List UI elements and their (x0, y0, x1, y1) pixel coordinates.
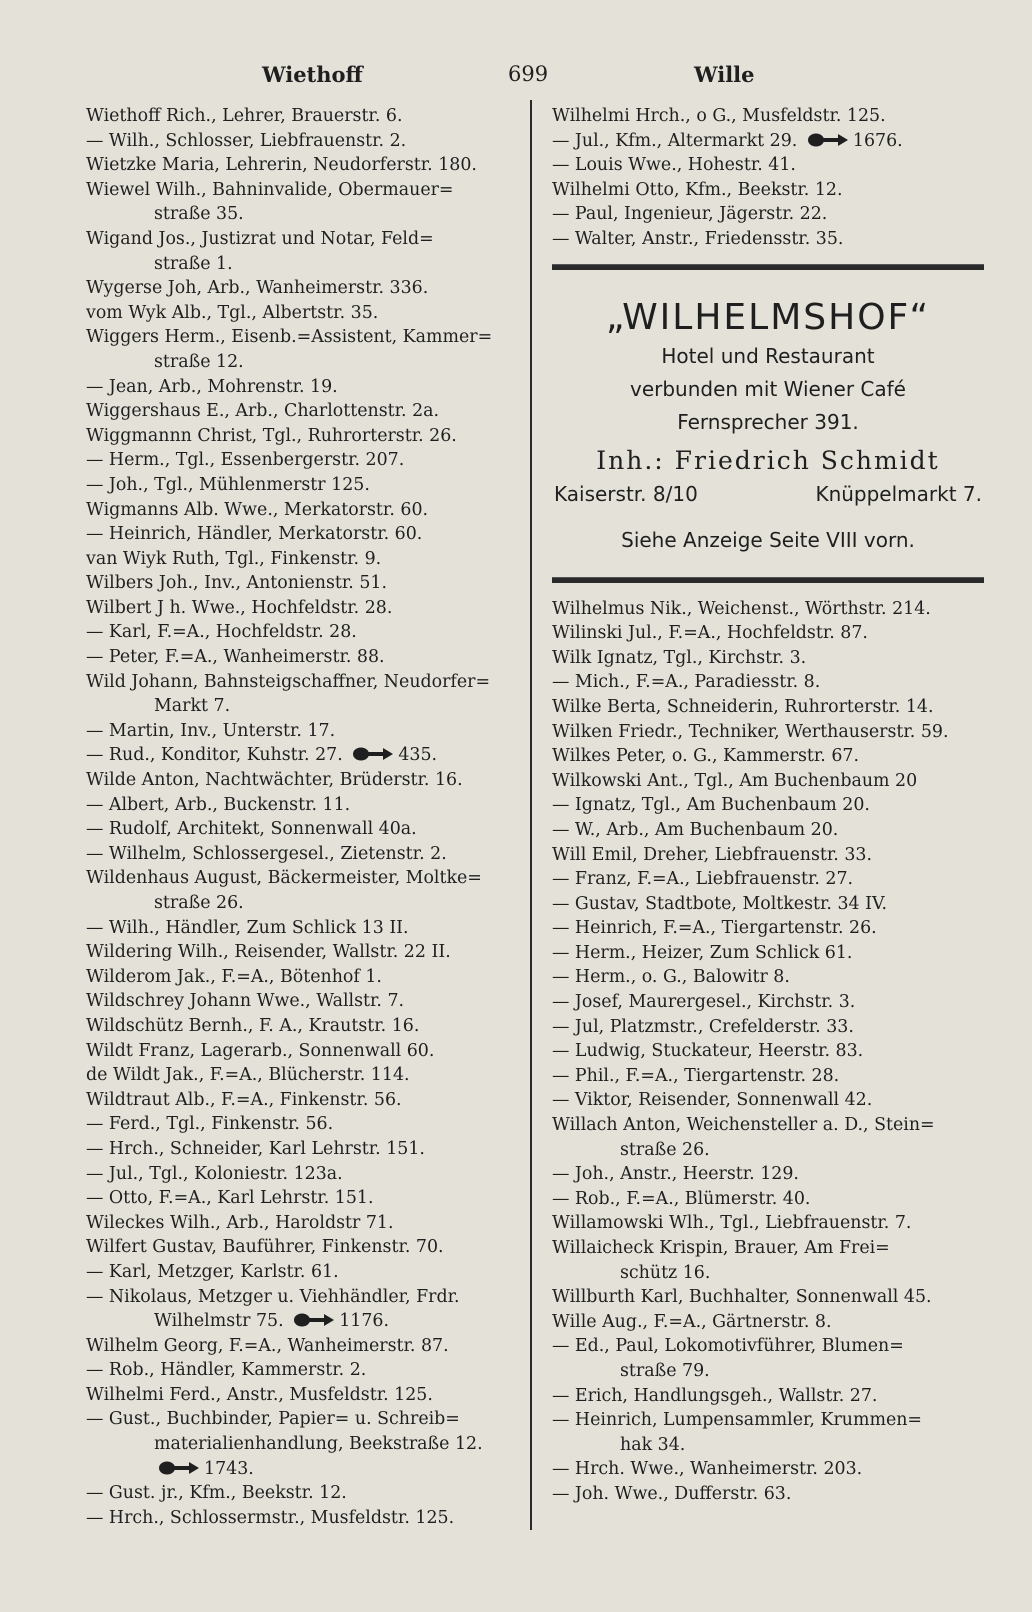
entry-text: Wilken Friedr., Techniker, Werthauserstr. 59. (552, 721, 949, 742)
entry-text: straße 12. (154, 351, 244, 372)
directory-entry (86, 1432, 518, 1457)
directory-entry (552, 941, 984, 966)
directory-entry (86, 1186, 518, 1211)
directory-entry (86, 645, 518, 670)
entry-text: Willach Anton, Weichensteller a. D., Stein= (552, 1115, 935, 1136)
directory-entry (552, 818, 984, 843)
directory-entry (552, 1138, 984, 1163)
telephone-icon (291, 1311, 337, 1329)
directory-entry (86, 522, 518, 547)
entry-text: — Herm., Tgl., Essenbergerstr. 207. (86, 450, 405, 471)
entry-text: — Joh., Tgl., Mühlenmerstr 125. (86, 474, 370, 495)
entry-text: hak 34. (620, 1434, 686, 1455)
entry-text: Wilinski Jul., F.=A., Hochfeldstr. 87. (552, 623, 868, 644)
advertisement (552, 264, 984, 583)
directory-entry (86, 768, 518, 793)
directory-entry (86, 498, 518, 523)
entry-text: — Peter, F.=A., Wanheimerstr. 88. (86, 647, 385, 668)
directory-entry (86, 448, 518, 473)
directory-entry (552, 769, 984, 794)
directory-entry (86, 571, 518, 596)
entry-text: Wilk Ignatz, Tgl., Kirchstr. 3. (552, 647, 807, 668)
directory-entry (86, 473, 518, 498)
entry-text: — Ed., Paul, Lokomotivführer, Blumen= (552, 1336, 904, 1357)
entry-text: Wilke Berta, Schneiderin, Ruhrorterstr. 14. (552, 696, 934, 717)
entry-text: Wilde Anton, Nachtwächter, Brüderstr. 16. (86, 770, 463, 791)
directory-entry (86, 1137, 518, 1162)
entry-text: — W., Arb., Am Buchenbaum 20. (552, 819, 839, 840)
page-number: 699 (508, 62, 549, 86)
directory-entry (86, 596, 518, 621)
entry-text: Wileckes Wilh., Arb., Haroldstr 71. (86, 1212, 394, 1233)
directory-entry (86, 1014, 518, 1039)
directory-entry (552, 129, 984, 154)
directory-entry (552, 202, 984, 227)
entry-text: Wilhelmi Otto, Kfm., Beekstr. 12. (552, 179, 843, 200)
entry-text: Wildenhaus August, Bäckermeister, Moltke= (86, 868, 482, 889)
entry-text: Wilbert J h. Wwe., Hochfeldstr. 28. (86, 597, 393, 618)
entry-text: Wildering Wilh., Reisender, Wallstr. 22 II. (86, 942, 451, 963)
telephone-icon (156, 1459, 202, 1477)
entry-text: — Rob., F.=A., Blümerstr. 40. (552, 1188, 811, 1209)
entry-text: Wilhelmi Ferd., Anstr., Musfeldstr. 125. (86, 1384, 433, 1405)
entry-text: — Martin, Inv., Unterstr. 17. (86, 720, 336, 741)
directory-entry (86, 547, 518, 572)
ad-business-name: „WILHELMSHOF“ (605, 296, 931, 338)
directory-entry (552, 1236, 984, 1261)
directory-entry (552, 1162, 984, 1187)
entry-text: Will Emil, Dreher, Liebfrauenstr. 33. (552, 844, 873, 865)
entry-text: Markt 7. (154, 696, 231, 717)
directory-entry (86, 325, 518, 350)
entry-text: Wilkes Peter, o. G., Kammerstr. 67. (552, 746, 859, 767)
directory-entry (86, 842, 518, 867)
entry-text: — Hrch. Wwe., Wanheimerstr. 203. (552, 1459, 863, 1480)
directory-entry (552, 621, 984, 646)
entry-text: — Jul., Tgl., Koloniestr. 123a. (86, 1163, 343, 1184)
directory-entry (86, 1481, 518, 1506)
right-column (552, 104, 984, 1507)
entry-text: Wilkowski Ant., Tgl., Am Buchenbaum 20 (552, 770, 918, 791)
entry-text: Wiggmannn Christ, Tgl., Ruhrorterstr. 26. (86, 425, 457, 446)
directory-entry (86, 1211, 518, 1236)
directory-entry (552, 646, 984, 671)
entry-text: — Franz, F.=A., Liebfrauenstr. 27. (552, 869, 854, 890)
directory-entry (552, 793, 984, 818)
directory-entry (86, 104, 518, 129)
directory-entry (86, 1407, 518, 1432)
directory-entry (86, 129, 518, 154)
entry-text: Wilhelmus Nik., Weichenst., Wörthstr. 214. (552, 598, 931, 619)
directory-entry (552, 843, 984, 868)
ad-see-reference: Siehe Anzeige Seite VIII vorn. (621, 527, 915, 552)
directory-entry (86, 350, 518, 375)
directory-entry (86, 252, 518, 277)
directory-entry (552, 670, 984, 695)
entry-text: straße 35. (154, 204, 244, 225)
telephone-icon (350, 745, 396, 763)
phone-number: 435. (398, 745, 438, 766)
directory-entry (552, 1310, 984, 1335)
entry-text: — Heinrich, Händler, Merkatorstr. 60. (86, 524, 423, 545)
entry-text: Wiggers Herm., Eisenb.=Assistent, Kammer= (86, 327, 493, 348)
directory-entry (552, 965, 984, 990)
entry-text: — Louis Wwe., Hohestr. 41. (552, 155, 796, 176)
entry-text: Wilbers Joh., Inv., Antonienstr. 51. (86, 573, 388, 594)
directory-entry (86, 1285, 518, 1310)
directory-entry (552, 1334, 984, 1359)
entry-text: vom Wyk Alb., Tgl., Albertstr. 35. (86, 302, 379, 323)
entry-text: — Erich, Handlungsgeh., Wallstr. 27. (552, 1385, 878, 1406)
right-bottom-entries (552, 597, 984, 1507)
directory-entry (86, 227, 518, 252)
ad-address-right: Knüppelmarkt 7. (815, 481, 982, 506)
entry-text: straße 26. (154, 893, 244, 913)
entry-text: — Hrch., Schneider, Karl Lehrstr. 151. (86, 1138, 425, 1159)
entry-text: — Phil., F.=A., Tiergartenstr. 28. (552, 1065, 840, 1086)
directory-entry (552, 1408, 984, 1433)
directory-entry (86, 940, 518, 965)
directory-entry (86, 424, 518, 449)
directory-entry (552, 227, 984, 252)
directory-entry (86, 399, 518, 424)
entry-text: Wilfert Gustav, Bauführer, Finkenstr. 70. (86, 1237, 444, 1258)
entry-text: schütz 16. (620, 1262, 711, 1283)
directory-entry (86, 178, 518, 203)
entry-text: Wilhelmi Hrch., o G., Musfeldstr. 125. (552, 106, 886, 126)
directory-entry (552, 744, 984, 769)
entry-text: — Nikolaus, Metzger u. Viehhändler, Frdr. (86, 1286, 460, 1307)
directory-entry (552, 1384, 984, 1409)
entry-text: Wigand Jos., Justizrat und Notar, Feld= (86, 228, 434, 249)
entry-text: — Wilh., Händler, Zum Schlick 13 II. (86, 917, 409, 938)
entry-text: — Ludwig, Stuckateur, Heerstr. 83. (552, 1041, 864, 1062)
phone-number: 1676. (852, 130, 903, 151)
entry-text: Wilhelmstr 75. (154, 1311, 284, 1332)
entry-text: Wille Aug., F.=A., Gärtnerstr. 8. (552, 1311, 832, 1332)
ad-addresses (552, 479, 984, 509)
directory-entry (86, 202, 518, 227)
entry-text: — Gust., Buchbinder, Papier= u. Schreib= (86, 1409, 460, 1430)
entry-text: — Heinrich, F.=A., Tiergartenstr. 26. (552, 918, 877, 939)
directory-entry (552, 916, 984, 941)
entry-text: materialienhandlung, Beekstraße 12. (154, 1434, 483, 1455)
directory-entry (86, 276, 518, 301)
entry-text: — Heinrich, Lumpensammler, Krummen= (552, 1410, 923, 1431)
directory-entry (552, 1039, 984, 1064)
ad-top-rule (552, 264, 984, 270)
column-divider (530, 100, 532, 1530)
directory-entry (86, 1309, 518, 1334)
directory-entry (86, 694, 518, 719)
directory-entry (86, 817, 518, 842)
entry-text: — Joh., Anstr., Heerstr. 129. (552, 1164, 799, 1185)
entry-text: — Hrch., Schlossermstr., Musfeldstr. 125. (86, 1507, 455, 1528)
entry-text: Wiggershaus E., Arb., Charlottenstr. 2a. (86, 401, 440, 422)
directory-entry (552, 1113, 984, 1138)
entry-text: — Albert, Arb., Buckenstr. 11. (86, 794, 351, 815)
entry-text: — Jul, Platzmstr., Crefelderstr. 33. (552, 1016, 854, 1037)
entry-text: Wiewel Wilh., Bahninvalide, Obermauer= (86, 179, 454, 200)
entry-text: — Ignatz, Tgl., Am Buchenbaum 20. (552, 795, 870, 816)
entry-text: — Viktor, Reisender, Sonnenwall 42. (552, 1090, 873, 1111)
header-right-name: Wille (694, 62, 755, 87)
directory-entry (552, 1457, 984, 1482)
directory-entry (86, 301, 518, 326)
entry-text: — Gust. jr., Kfm., Beekstr. 12. (86, 1483, 347, 1504)
entry-text: — Otto, F.=A., Karl Lehrstr. 151. (86, 1188, 374, 1209)
directory-entry (86, 743, 518, 768)
directory-entry (86, 719, 518, 744)
left-column (86, 104, 518, 1530)
entry-text: Willaicheck Krispin, Brauer, Am Frei= (552, 1238, 890, 1258)
directory-entry (86, 916, 518, 941)
entry-text: — Rudolf, Architekt, Sonnenwall 40a. (86, 819, 417, 840)
directory-entry (552, 1015, 984, 1040)
ad-line-phone: Fernsprecher 391. (677, 409, 859, 434)
directory-entry (86, 620, 518, 645)
ad-line-hotel: Hotel und Restaurant (661, 343, 875, 368)
directory-entry (86, 670, 518, 695)
directory-entry (552, 1285, 984, 1310)
ad-line-cafe: verbunden mit Wiener Café (629, 376, 906, 401)
directory-entry (552, 153, 984, 178)
directory-entry (552, 1261, 984, 1286)
entry-text: straße 79. (620, 1360, 710, 1381)
ad-address-left: Kaiserstr. 8/10 (554, 481, 698, 506)
directory-entry (86, 1457, 518, 1482)
entry-text: Wygerse Joh, Arb., Wanheimerstr. 336. (86, 278, 429, 299)
directory-entry (86, 1260, 518, 1285)
directory-entry (86, 1506, 518, 1531)
entry-text: Willburth Karl, Buchhalter, Sonnenwall 45. (552, 1287, 932, 1308)
entry-text: de Wildt Jak., F.=A., Blücherstr. 114. (86, 1065, 410, 1086)
directory-entry (552, 1088, 984, 1113)
page-header (0, 58, 1032, 94)
entry-text: straße 26. (620, 1139, 710, 1160)
entry-text: — Wilh., Schlosser, Liebfrauenstr. 2. (86, 130, 407, 151)
directory-entry (552, 695, 984, 720)
entry-text: Wigmanns Alb. Wwe., Merkatorstr. 60. (86, 499, 429, 520)
entry-text: — Herm., Heizer, Zum Schlick 61. (552, 942, 853, 963)
directory-entry (552, 990, 984, 1015)
entry-text: — Walter, Anstr., Friedensstr. 35. (552, 228, 844, 249)
entry-text: — Wilhelm, Schlossergesel., Zietenstr. 2. (86, 843, 447, 864)
directory-entry (552, 867, 984, 892)
directory-entry (552, 1211, 984, 1236)
entry-text: — Karl, F.=A., Hochfeldstr. 28. (86, 622, 357, 643)
entry-text: Wildt Franz, Lagerarb., Sonnenwall 60. (86, 1040, 435, 1061)
directory-entry (552, 597, 984, 622)
entry-text: Wiethoff Rich., Lehrer, Brauerstr. 6. (86, 106, 403, 126)
telephone-icon (805, 131, 851, 149)
entry-text: — Gustav, Stadtbote, Moltkestr. 34 IV. (552, 893, 888, 914)
directory-entry (552, 1359, 984, 1384)
entry-text: — Jul., Kfm., Altermarkt 29. (552, 130, 798, 151)
entry-text: straße 1. (154, 253, 233, 274)
directory-entry (86, 866, 518, 891)
directory-entry (552, 104, 984, 129)
phone-number: 1743. (204, 1458, 254, 1479)
directory-entry (86, 891, 518, 916)
directory-entry (552, 1482, 984, 1507)
entry-text: van Wiyk Ruth, Tgl., Finkenstr. 9. (86, 548, 382, 569)
entry-text: — Mich., F.=A., Paradiesstr. 8. (552, 672, 821, 693)
directory-entry (552, 720, 984, 745)
directory-entry (86, 1112, 518, 1137)
directory-entry (86, 1088, 518, 1113)
ad-owner: Inh.: Friedrich Schmidt (596, 445, 940, 475)
entry-text: Willamowski Wlh., Tgl., Liebfrauenstr. 7. (552, 1213, 912, 1234)
directory-entry (552, 1433, 984, 1458)
directory-entry (86, 989, 518, 1014)
entry-text: Wildtraut Alb., F.=A., Finkenstr. 56. (86, 1089, 402, 1110)
header-left-name: Wiethoff (262, 62, 363, 87)
entry-text: — Rob., Händler, Kammerstr. 2. (86, 1360, 367, 1381)
entry-text: — Joh. Wwe., Dufferstr. 63. (552, 1483, 792, 1504)
entry-text: Wild Johann, Bahnsteigschaffner, Neudorfer= (86, 671, 491, 692)
entry-text: — Rud., Konditor, Kuhstr. 27. (86, 745, 343, 766)
directory-entry (552, 1064, 984, 1089)
entry-text: — Ferd., Tgl., Finkenstr. 56. (86, 1114, 334, 1135)
entry-text: Wildschütz Bernh., F. A., Krautstr. 16. (86, 1015, 420, 1036)
directory-entry (86, 375, 518, 400)
entry-text: Wilderom Jak., F.=A., Bötenhof 1. (86, 966, 382, 987)
directory-entry (86, 1383, 518, 1408)
directory-entry (552, 178, 984, 203)
directory-entry (86, 1235, 518, 1260)
directory-entry (86, 1063, 518, 1088)
directory-entry (552, 1187, 984, 1212)
right-top-entries (552, 104, 984, 252)
entry-text: — Karl, Metzger, Karlstr. 61. (86, 1261, 339, 1282)
directory-entry (86, 1162, 518, 1187)
ad-bottom-rule (552, 577, 984, 583)
directory-entry (86, 1039, 518, 1064)
directory-entry (86, 965, 518, 990)
directory-entry (86, 1334, 518, 1359)
directory-entry (552, 892, 984, 917)
entry-text: Wildschrey Johann Wwe., Wallstr. 7. (86, 991, 405, 1012)
directory-entry (86, 1358, 518, 1383)
entry-text: — Herm., o. G., Balowitr 8. (552, 967, 790, 988)
entry-text: — Paul, Ingenieur, Jägerstr. 22. (552, 204, 828, 225)
directory-entry (86, 153, 518, 178)
entry-text: Wilhelm Georg, F.=A., Wanheimerstr. 87. (86, 1335, 449, 1356)
entry-text: — Josef, Maurergesel., Kirchstr. 3. (552, 992, 856, 1013)
entry-text: — Jean, Arb., Mohrenstr. 19. (86, 376, 338, 397)
entry-text: Wietzke Maria, Lehrerin, Neudorferstr. 180. (86, 155, 477, 176)
directory-entry (86, 793, 518, 818)
phone-number: 1176. (339, 1311, 389, 1332)
